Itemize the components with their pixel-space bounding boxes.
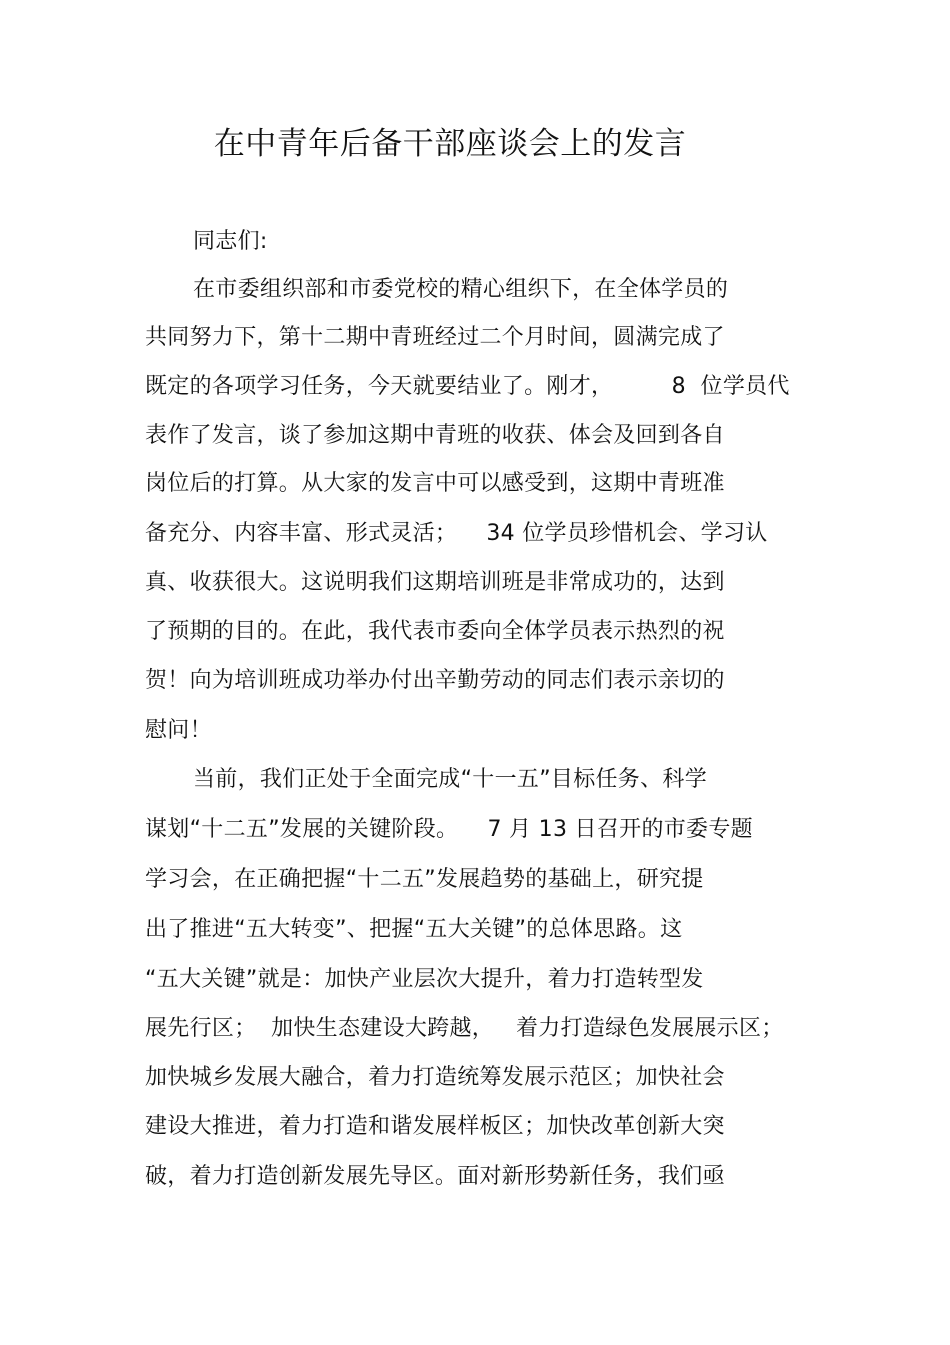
- document-title: 在中青年后备干部座谈会上的发言: [213, 126, 687, 162]
- paragraph-line: 既定的各项学习任务，今天就要结业了。刚才， 8 位学员代: [145, 374, 790, 399]
- paragraph-line: 表作了发言，谈了参加这期中青班的收获、体会及回到各自: [145, 423, 725, 448]
- paragraph-line: 贺！向为培训班成功举办付出辛勤劳动的同志们表示亲切的: [145, 668, 725, 693]
- paragraph-line: 展先行区； 加快生态建设大跨越， 着力打造绿色发展展示区；: [145, 1016, 784, 1041]
- paragraph-line: 出了推进“五大转变”、把握“五大关键”的总体思路。这: [145, 917, 683, 942]
- paragraph-line: 建设大推进，着力打造和谐发展样板区；加快改革创新大突: [145, 1114, 725, 1139]
- paragraph-line: 了预期的目的。在此，我代表市委向全体学员表示热烈的祝: [145, 619, 725, 644]
- paragraph-line: 学习会，在正确把握“十二五”发展趋势的基础上，研究提: [145, 867, 704, 892]
- paragraph-line: 共同努力下，第十二期中青班经过二个月时间，圆满完成了: [145, 325, 725, 350]
- paragraph-line: 当前，我们正处于全面完成“十一五”目标任务、科学: [193, 767, 707, 792]
- paragraph-line: 同志们:: [193, 229, 268, 254]
- paragraph-line: 破，着力打造创新发展先导区。面对新形势新任务，我们亟: [145, 1164, 725, 1189]
- paragraph-line: 真、收获很大。这说明我们这期培训班是非常成功的，达到: [145, 570, 725, 595]
- paragraph-line: 岗位后的打算。从大家的发言中可以感受到，这期中青班准: [145, 471, 725, 496]
- paragraph-line: 加快城乡发展大融合，着力打造统筹发展示范区；加快社会: [145, 1065, 725, 1090]
- paragraph-line: 慰问！: [145, 718, 212, 743]
- paragraph-line: 谋划“十二五”发展的关键阶段。 7 月 13 日召开的市委专题: [145, 817, 753, 842]
- paragraph-line: 在市委组织部和市委党校的精心组织下，在全体学员的: [193, 277, 729, 302]
- paragraph-line: “五大关键”就是：加快产业层次大提升，着力打造转型发: [145, 967, 704, 992]
- paragraph-line: 备充分、内容丰富、形式灵活； 34 位学员珍惜机会、学习认: [145, 521, 768, 546]
